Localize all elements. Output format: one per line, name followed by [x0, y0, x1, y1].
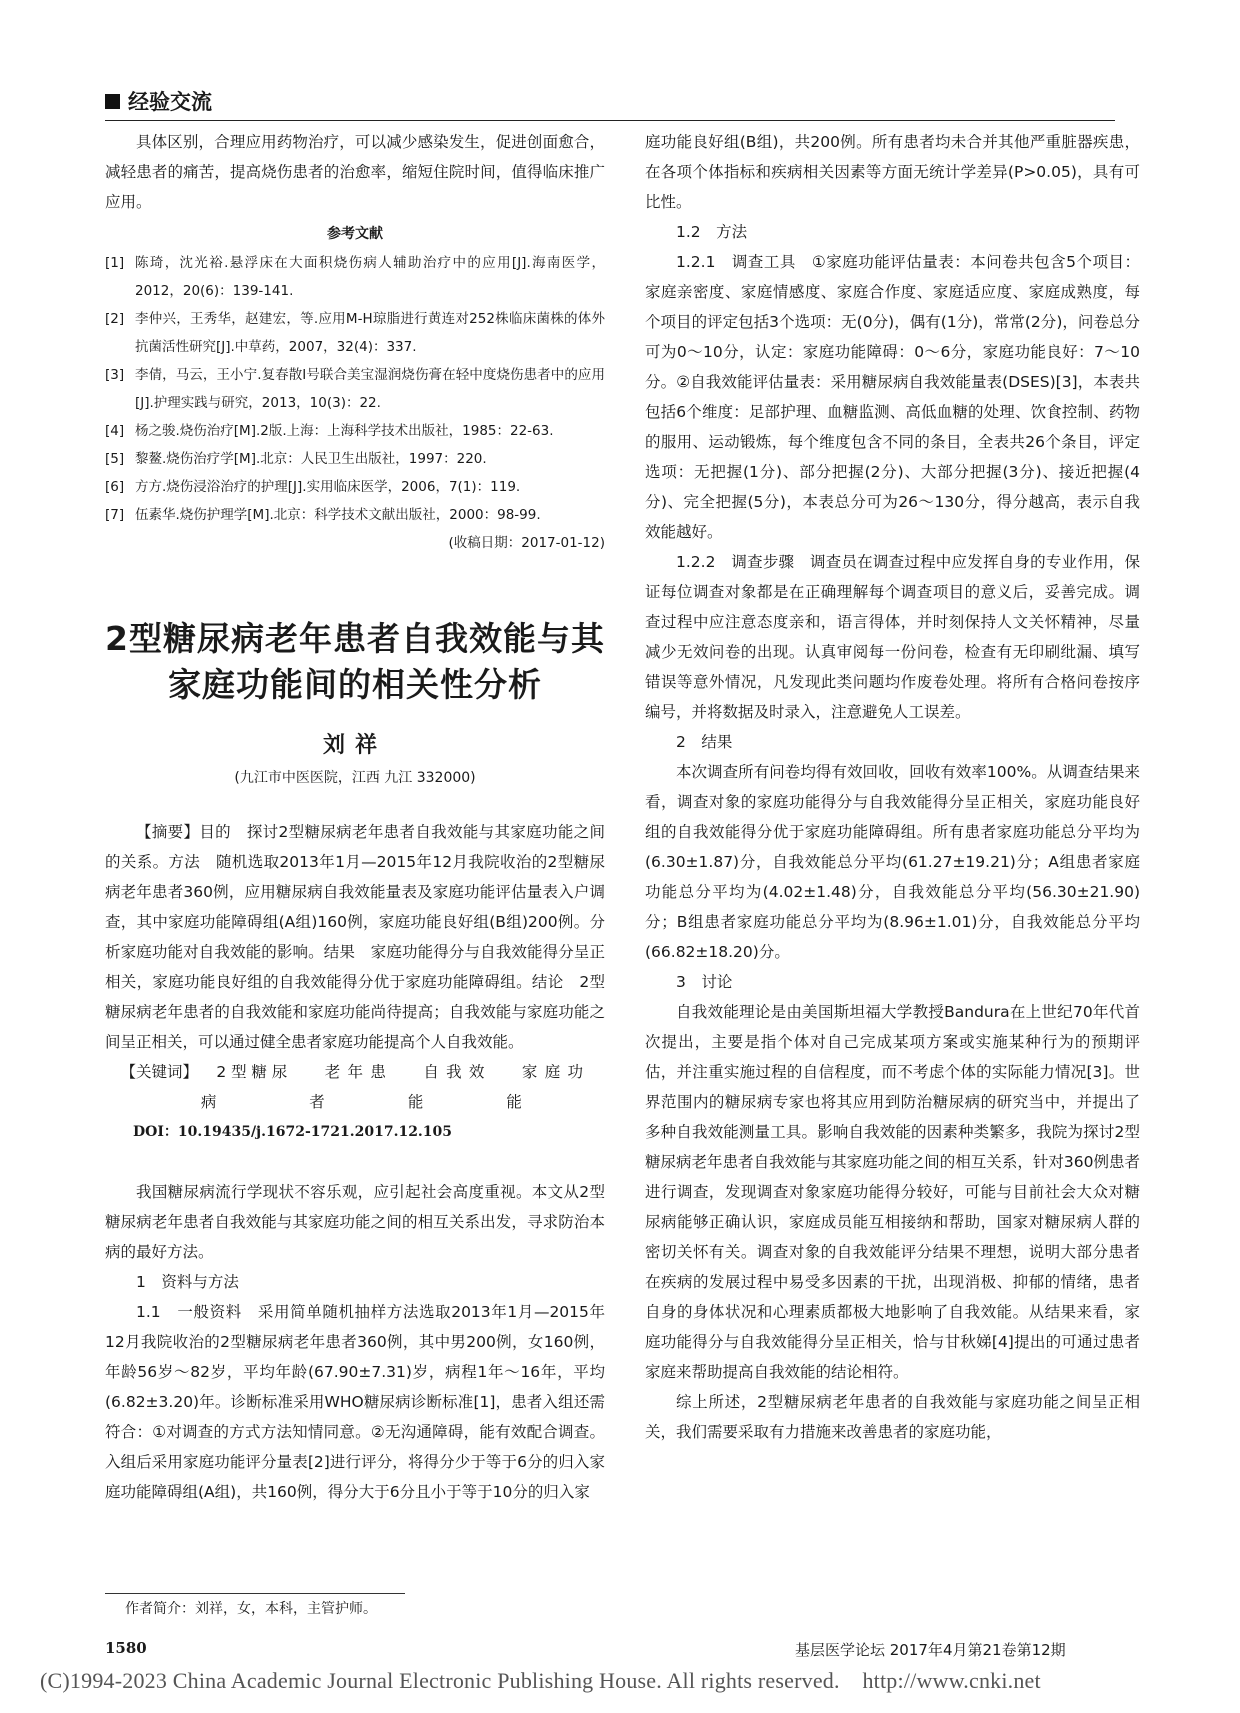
reference-item: [2] 李仲兴，王秀华，赵建宏，等.应用M-H琼脂进行黄连对252株临床菌株的体外抗菌活性研究[J].中草药，2007，32(4)：337.: [105, 311, 605, 355]
section-tag: [105, 86, 212, 116]
keyword: 老年患者: [309, 1063, 386, 1111]
reference-item: [3] 李倩，马云，王小宁.复春散Ⅰ号联合美宝湿润烧伤膏在轻中度烧伤患者中的应用[J].护理实践与研究，2013，10(3)：22.: [105, 367, 605, 411]
author: 刘祥: [322, 733, 387, 758]
section-title: 经验交流: [128, 90, 212, 114]
results: 本次调查所有问卷均得有效回收，回收有效率100%。从调查结果来看，调查对象的家庭功能得分与自我效能得分呈正相关，家庭功能良好组的自我效能得分优于家庭功能障碍组。所有患者家庭功能总分平均为(6.30±1.87)分，自我效能总分平均(61.27±19.21)分；A组患者家庭功能总分平均为(4.02±1.48)分，自我效能总分平均(56.30±21.90)分；B组患者家庭功能总分平均为(8.96±1.01)分，自我效能总分平均(66.82±18.20)分。: [645, 763, 1140, 961]
keyword: 自我效能: [407, 1063, 485, 1111]
keyword: 2型糖尿病: [200, 1063, 288, 1111]
page-number: 1580: [105, 1639, 147, 1657]
references-title: 参考文献: [327, 226, 383, 242]
affiliation: (九江市中医医院，江西 九江 332000): [234, 770, 476, 786]
section-heading: 1.2 方法: [676, 223, 748, 241]
keywords: [105, 1057, 605, 1117]
reference-item: [1] 陈琦，沈光裕.悬浮床在大面积烧伤病人辅助治疗中的应用[J].海南医学，2012，20(6)：139-141.: [105, 255, 605, 299]
left-body: [105, 817, 605, 1507]
section-heading: 1 资料与方法: [136, 1273, 239, 1291]
keywords-label: 【关键词】: [120, 1063, 199, 1081]
square-bullet-icon: [105, 94, 120, 109]
section-heading: 2 结果: [676, 733, 733, 751]
right-column: [645, 127, 1140, 1447]
reference-item: [5] 黎鳌.烧伤治疗学[M].北京：人民卫生出版社，1997：220.: [105, 451, 487, 467]
reference-list: [105, 249, 605, 529]
journal-info: 基层医学论坛 2017年4月第21卷第12期: [795, 1641, 1066, 1659]
left-column: [105, 127, 605, 557]
article-title-line2: 家庭功能间的相关性分析: [168, 665, 542, 704]
section-heading: 3 讨论: [676, 973, 733, 991]
paragraph: 庭功能良好组(B组)，共200例。所有患者均未合并其他严重脏器疾患，在各项个体指标和疾病相关因素等方面无统计学差异(P>0.05)，具有可比性。: [645, 133, 1140, 211]
general-data: 1.1 一般资料 采用简单随机抽样方法选取2013年1月—2015年12月我院收治的2型糖尿病老年患者360例，其中男200例，女160例，年龄56岁～82岁，平均年龄(67.90±7.31)岁，病程1年～16年，平均(6.82±3.20)年。诊断标准采用WHO糖尿病诊断标准[1]，患者入组还需符合：①对调查的方式方法知情同意。②无沟通障碍，能有效配合调查。入组后采用家庭功能评分量表[2]进行评分，将得分少于等于6分的归入家庭功能障碍组(A组)，共160例，得分大于6分且小于等于10分的归入家: [105, 1303, 605, 1501]
keyword: 家庭功能: [506, 1063, 584, 1111]
author-footnote: 作者简介：刘祥，女，本科，主管护师。: [125, 1601, 377, 1617]
conclusion: 综上所述，2型糖尿病老年患者的自我效能与家庭功能之间呈正相关，我们需要采取有力措施来改善患者的家庭功能，: [645, 1393, 1140, 1441]
received-date: (收稿日期：2017-01-12): [448, 535, 605, 551]
article-title-line1: 2型糖尿病老年患者自我效能与其: [105, 619, 605, 658]
survey-steps: 1.2.2 调查步骤 调查员在调查过程中应发挥自身的专业作用，保证每位调查对象都是在正确理解每个调查项目的意义后，妥善完成。调查过程中应注意态度亲和，语言得体，并时刻保持人文关怀精神，尽量减少无效问卷的出现。认真审阅每一份问卷，检查有无印刷纰漏、填写错误等意外情况，凡发现此类问题均作废卷处理。将所有合格问卷按序编号，并将数据及时录入，注意避免人工误差。: [645, 553, 1140, 721]
reference-item: [6] 方方.烧伤浸浴治疗的护理[J].实用临床医学，2006，7(1)：119.: [105, 479, 521, 495]
discussion: 自我效能理论是由美国斯坦福大学教授Bandura在上世纪70年代首次提出，主要是指个体对自己完成某项方案或实施某种行为的预期评估，并注重实施过程的自信程度，而不考虑个体的实际能力情况[3]。世界范围内的糖尿病专家也将其应用到防治糖尿病的研究当中，并提出了多种自我效能测量工具。影响自我效能的因素种类繁多，我院为探讨2型糖尿病老年患者自我效能与其家庭功能之间的相互关系，针对360例患者进行调查，发现调查对象家庭功能得分较好，可能与目前社会大众对糖尿病能够正确认识，家庭成员能互相接纳和帮助，国家对糖尿病人群的密切关怀有关。调查对象的自我效能评分结果不理想，说明大部分患者在疾病的发展过程中易受多因素的干扰，出现消极、抑郁的情绪，患者自身的身体状况和心理素质都极大地影响了自我效能。从结果来看，家庭功能得分与自我效能得分呈正相关，恰与甘秋娣[4]提出的可通过患者家庭来帮助提高自我效能的结论相符。: [645, 1003, 1140, 1381]
copyright-notice: (C)1994-2023 China Academic Journal Electronic Publishing House. All rights reserved. http://www.cnki.net: [40, 1668, 1041, 1693]
introduction: 我国糖尿病流行学现状不容乐观，应引起社会高度重视。本文从2型糖尿病老年患者自我效能与其家庭功能之间的相互关系出发，寻求防治本病的最好方法。: [105, 1183, 605, 1261]
reference-item: [7] 伍素华.烧伤护理学[M].北京：科学技术文献出版社，2000：98-99.: [105, 507, 541, 523]
reference-item: [4] 杨之骏.烧伤治疗[M].2版.上海：上海科学技术出版社，1985：22-63.: [105, 423, 554, 439]
footnote-rule: [105, 1593, 405, 1594]
header-rule: [105, 120, 1115, 121]
previous-article-conclusion: 具体区别，合理应用药物治疗，可以减少感染发生，促进创面愈合，减轻患者的痛苦，提高烧伤患者的治愈率，缩短住院时间，值得临床推广应用。: [105, 133, 605, 211]
survey-tools: 1.2.1 调查工具 ①家庭功能评估量表：本问卷共包含5个项目：家庭亲密度、家庭情感度、家庭合作度、家庭适应度、家庭成熟度，每个项目的评定包括3个选项：无(0分)，偶有(1分)，常常(2分)，问卷总分可为0～10分，认定：家庭功能障碍：0～6分，家庭功能良好：7～10分。②自我效能评估量表：采用糖尿病自我效能量表(DSES)[3]，本表共包括6个维度：足部护理、血糖监测、高低血糖的处理、饮食控制、药物的服用、运动锻炼，每个维度包含不同的条目，全表共26个条目，评定选项：无把握(1分)、部分把握(2分)、大部分把握(3分)、接近把握(4分)、完全把握(5分)，本表总分可为26～130分，得分越高，表示自我效能越好。: [645, 253, 1140, 541]
article-header: [105, 616, 605, 787]
doi: DOI：10.19435/j.1672-1721.2017.12.105: [133, 1124, 453, 1140]
abstract: 【摘要】目的 探讨2型糖尿病老年患者自我效能与其家庭功能之间的关系。方法 随机选取2013年1月—2015年12月我院收治的2型糖尿病老年患者360例，应用糖尿病自我效能量表及家庭功能评估量表入户调查，其中家庭功能障碍组(A组)160例，家庭功能良好组(B组)200例。分析家庭功能对自我效能的影响。结果 家庭功能得分与自我效能得分呈正相关，家庭功能良好组的自我效能得分优于家庭功能障碍组。结论 2型糖尿病老年患者的自我效能和家庭功能尚待提高；自我效能与家庭功能之间呈正相关，可以通过健全患者家庭功能提高个人自我效能。: [105, 823, 605, 1051]
